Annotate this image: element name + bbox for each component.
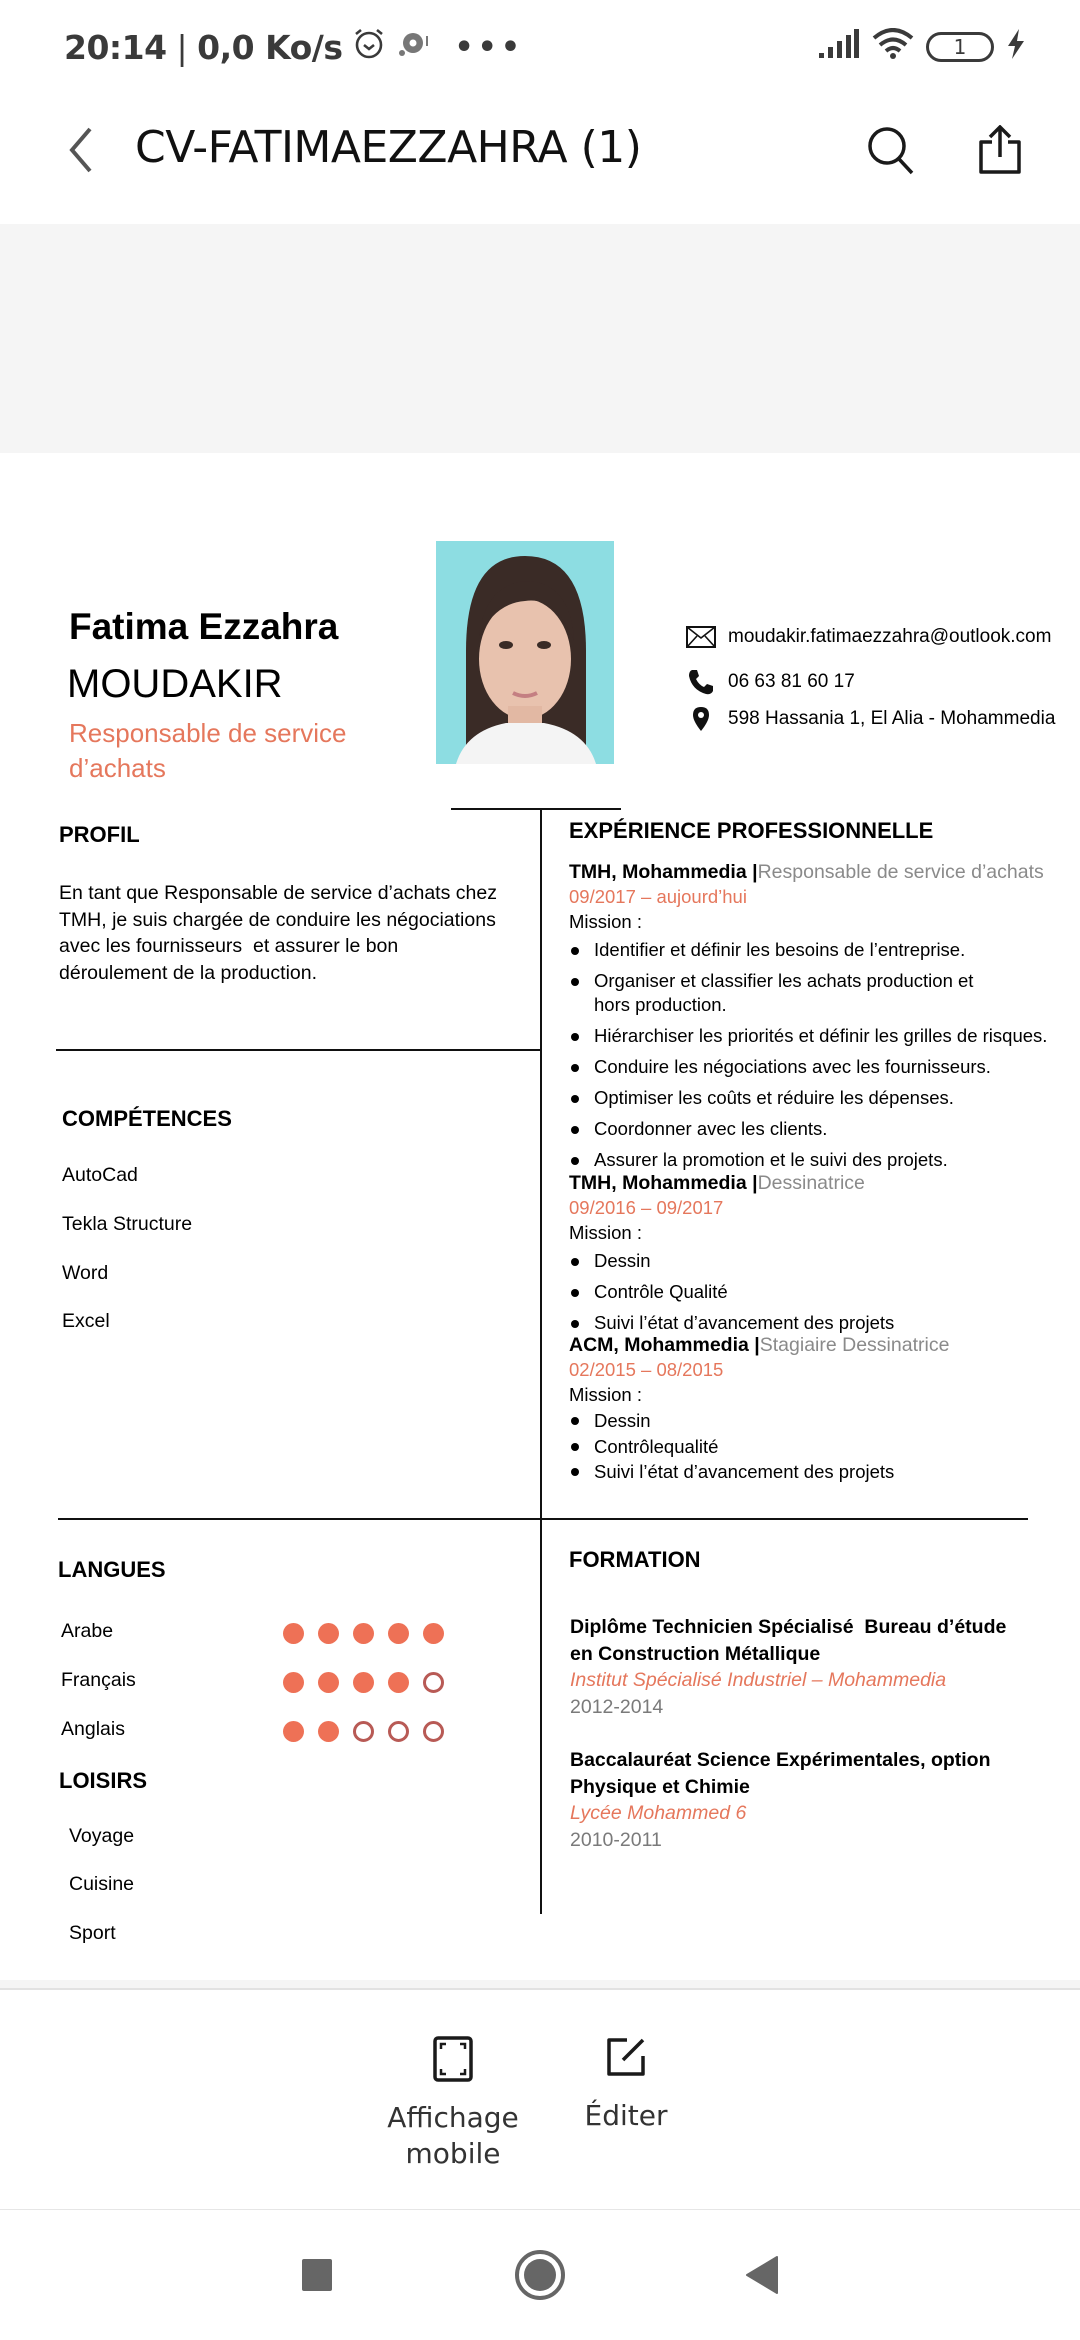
- recents-square-icon: [301, 2258, 333, 2292]
- level-dot-filled: [318, 1623, 339, 1644]
- level-dot-filled: [283, 1721, 304, 1742]
- language-level: [283, 1623, 444, 1644]
- dates: 09/2016 – 09/2017: [569, 1197, 724, 1218]
- hobby-item: Cuisine: [69, 1873, 135, 1895]
- level-dot-filled: [388, 1672, 409, 1693]
- formation-entry: [570, 1747, 1050, 1853]
- edit-button[interactable]: [571, 2036, 681, 2134]
- section-title-loisirs: LOISIRS: [59, 1768, 148, 1793]
- profil-line: avec les fournisseurs et assurer le bon: [59, 935, 399, 957]
- section-title-competences: COMPÉTENCES: [62, 1106, 232, 1131]
- separator: |: [752, 1172, 758, 1194]
- status-bar-left: [64, 26, 524, 68]
- profil-text: [59, 880, 497, 986]
- mobile-view-label: Affichage: [387, 2101, 519, 2134]
- separator: |: [754, 1334, 760, 1356]
- wifi-icon: [872, 28, 914, 65]
- task-item: Assurer la promotion et le suivi des projets.: [569, 1148, 1069, 1172]
- profil-line: déroulement de la production.: [59, 961, 318, 984]
- profil-line: TMH, je suis chargée de conduire les négociations: [59, 908, 496, 931]
- language-row: [61, 1669, 461, 1699]
- cv-last-name: MOUDAKIR: [67, 662, 283, 706]
- location-pin-icon: [686, 706, 716, 732]
- task-item: Suivi l’état d’avancement des projets: [569, 1459, 1069, 1485]
- envelope-icon: [686, 626, 716, 648]
- mission-label: Mission :: [569, 1222, 642, 1243]
- mission-label: Mission :: [569, 1384, 642, 1405]
- role: Stagiaire Dessinatrice: [759, 1334, 950, 1356]
- back-nav-button[interactable]: [735, 2248, 789, 2302]
- task-item: Coordonner avec les clients.: [569, 1117, 1069, 1141]
- level-dot-filled: [318, 1721, 339, 1742]
- alarm-icon: [352, 26, 386, 68]
- task-item: Organiser et classifier les achats production et hors production.: [569, 969, 1009, 1017]
- phone-text[interactable]: 06 63 81 60 17: [728, 671, 855, 692]
- level-dot-empty: [423, 1721, 444, 1742]
- mobile-view-label: mobile: [405, 2137, 501, 2170]
- more-dots-icon: •••: [454, 29, 525, 65]
- level-dot-filled: [283, 1672, 304, 1693]
- task-list: [569, 1408, 1069, 1485]
- experience-entry: [569, 859, 1069, 1172]
- page-gap: [0, 224, 1080, 453]
- task-item: Optimiser les coûts et réduire les dépenses.: [569, 1086, 1069, 1110]
- home-button[interactable]: [510, 2245, 570, 2305]
- profil-line: En tant que Responsable de service d’achats chez: [59, 882, 497, 904]
- degree-line: en Construction Métallique: [570, 1642, 821, 1665]
- experience-entry: [569, 1332, 1069, 1485]
- company: ACM, Mohammedia: [569, 1334, 755, 1356]
- share-button[interactable]: [970, 120, 1030, 180]
- formation-entry: [570, 1614, 1050, 1720]
- phone-icon: [686, 668, 716, 696]
- level-dot-empty: [388, 1721, 409, 1742]
- company: TMH, Mohammedia: [569, 1172, 753, 1194]
- language-row: [61, 1620, 461, 1650]
- charging-icon: [1006, 29, 1026, 64]
- skill-item: Excel: [62, 1310, 110, 1332]
- skill-item: Tekla Structure: [62, 1213, 193, 1235]
- recents-button[interactable]: [290, 2248, 344, 2302]
- dates: 02/2015 – 08/2015: [569, 1359, 724, 1380]
- role: Responsable de service d’achats: [757, 861, 1044, 883]
- contact-address: [686, 706, 1055, 732]
- dates: 09/2017 – aujourd’hui: [569, 886, 747, 907]
- address-text: 598 Hassania 1, El Alia - Mohammedia: [728, 708, 1056, 729]
- document-title: CV-FATIMAEZZAHRA (1): [135, 122, 642, 173]
- document-end-strip: [0, 1980, 1080, 1990]
- language-level: [283, 1672, 444, 1693]
- task-item: Identifier et définir les besoins de l’entreprise.: [569, 938, 1069, 962]
- level-dot-filled: [283, 1623, 304, 1644]
- home-circle-icon: [514, 2249, 566, 2301]
- network-speed: 0,0 Ko/s: [197, 27, 343, 67]
- task-list: [569, 1249, 1069, 1335]
- level-dot-filled: [353, 1672, 374, 1693]
- section-title-profil: PROFIL: [59, 822, 140, 847]
- school: Lycée Mohammed 6: [570, 1802, 747, 1824]
- company: TMH, Mohammedia: [569, 861, 753, 883]
- mission-label: Mission :: [569, 911, 642, 932]
- task-item: Suivi l’état d’avancement des projets: [569, 1311, 1069, 1335]
- profile-photo: [436, 541, 614, 764]
- search-button[interactable]: [862, 122, 920, 180]
- task-item: Conduire les négociations avec les fournisseurs.: [569, 1055, 1069, 1079]
- years: 2012-2014: [570, 1695, 664, 1718]
- section-title-formation: FORMATION: [569, 1547, 701, 1572]
- level-dot-empty: [423, 1672, 444, 1693]
- chevron-left-icon: [68, 127, 94, 173]
- language-name: Arabe: [61, 1620, 114, 1642]
- status-separator: |: [176, 27, 188, 67]
- role: Dessinatrice: [757, 1172, 865, 1194]
- divider-profil: [56, 1049, 541, 1051]
- degree-line: Baccalauréat Science Expérimentales, option: [570, 1749, 991, 1771]
- task-item: Dessin: [569, 1408, 1069, 1434]
- status-time: 20:14: [64, 27, 167, 67]
- experience-entry: [569, 1170, 1069, 1335]
- level-dot-filled: [423, 1623, 444, 1644]
- degree-line: Physique et Chimie: [570, 1775, 750, 1798]
- divider-middle: [58, 1518, 1028, 1520]
- task-item: Contrôlequalité: [569, 1434, 1069, 1460]
- skill-item: AutoCad: [62, 1164, 138, 1186]
- level-dot-filled: [353, 1623, 374, 1644]
- task-list: [569, 938, 1069, 1172]
- level-dot-filled: [318, 1672, 339, 1693]
- language-name: Anglais: [61, 1718, 125, 1740]
- fullscreen-icon: [433, 2036, 473, 2082]
- hobby-item: Voyage: [69, 1825, 135, 1847]
- school: Institut Spécialisé Industriel – Mohammedia: [570, 1669, 947, 1691]
- app-notification-icon: [396, 26, 430, 68]
- degree-line: Diplôme Technicien Spécialisé Bureau d’étude: [570, 1616, 1007, 1638]
- email-text[interactable]: moudakir.fatimaezzahra@outlook.com: [728, 626, 1052, 647]
- level-dot-filled: [388, 1623, 409, 1644]
- search-icon: [867, 126, 915, 176]
- section-title-experience: EXPÉRIENCE PROFESSIONNELLE: [569, 818, 934, 843]
- separator: |: [752, 861, 758, 883]
- divider-top-short: [451, 808, 621, 810]
- signal-icon: [818, 29, 860, 64]
- contact-email: [686, 626, 1051, 648]
- battery-icon: [926, 32, 994, 62]
- back-button[interactable]: [56, 118, 106, 182]
- nav-divider: [0, 2209, 1080, 2210]
- contact-phone: [686, 668, 855, 696]
- edit-label: Éditer: [584, 2099, 668, 2132]
- mobile-view-button[interactable]: [373, 2036, 533, 2172]
- language-row: [61, 1718, 461, 1748]
- cv-job-title: Responsable de service d’achats: [69, 718, 347, 783]
- share-icon: [978, 125, 1022, 175]
- edit-icon: [605, 2036, 647, 2078]
- task-item: Contrôle Qualité: [569, 1280, 1069, 1304]
- task-item: Dessin: [569, 1249, 1069, 1273]
- divider-vertical: [540, 808, 542, 1914]
- back-triangle-icon: [745, 2255, 779, 2295]
- years: 2010-2011: [570, 1828, 662, 1851]
- section-title-langues: LANGUES: [58, 1557, 166, 1582]
- task-item: Hiérarchiser les priorités et définir les grilles de risques.: [569, 1024, 1069, 1048]
- hobby-item: Sport: [69, 1922, 116, 1944]
- cv-first-name: Fatima Ezzahra: [69, 606, 339, 647]
- level-dot-empty: [353, 1721, 374, 1742]
- language-level: [283, 1721, 444, 1742]
- battery-level: 1: [953, 34, 967, 59]
- skill-item: Word: [62, 1262, 109, 1284]
- language-name: Français: [61, 1669, 136, 1691]
- status-bar-right: [818, 28, 1026, 65]
